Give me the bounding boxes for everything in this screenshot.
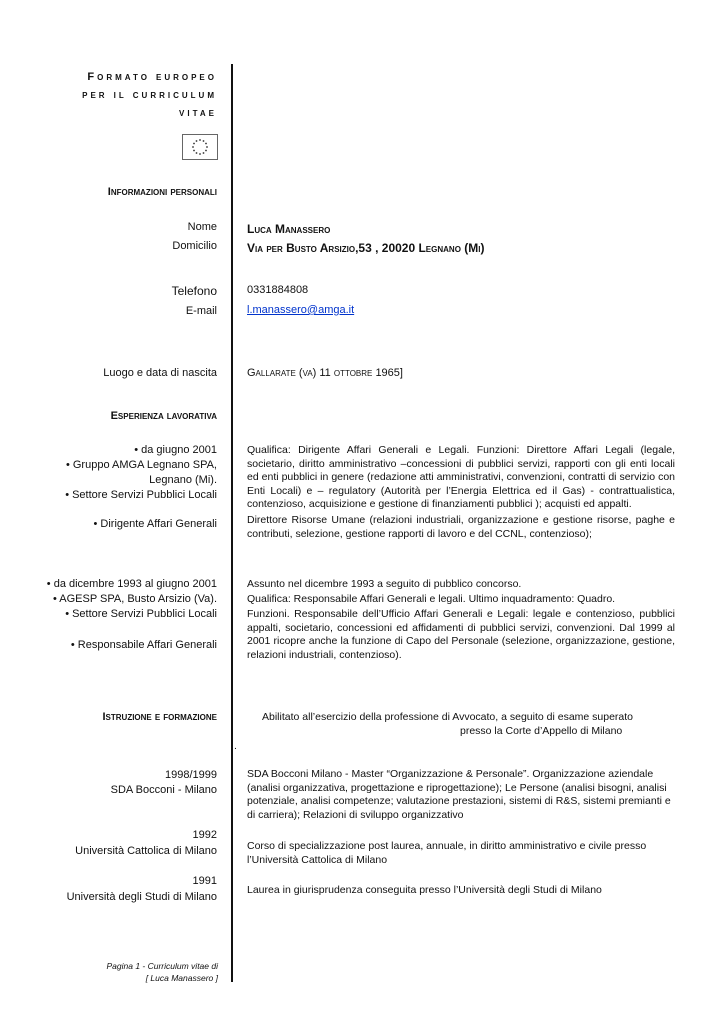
eu-stars-icon (183, 135, 217, 159)
cv-title (17, 68, 217, 122)
job1-description: Qualifica: Dirigente Affari Generali e Legali. Funzioni: Direttore Affari Legali (legale, societario, diritto amministrativo –concessioni di pubblici servizi, rapporti con gli enti locali ed enti pubblici in genere (redazione atti amministrativi, convenzioni, contratti di servizio con Enti Locali) e – regulatory (Autorità per l’Energia Elettrica ed il Gas) - contrattualistica, contenzioso, acquisizione e gestione di finanziamenti pubblici ); acquisti ed appalti. (247, 444, 675, 510)
lawyer-court: presso la Corte d’Appello di Milano (460, 725, 623, 737)
edu3-institution: Università degli Studi di Milano (66, 891, 217, 903)
footer-page: Pagina 1 - Curriculum vitae di (106, 961, 218, 971)
job1-city: Legnano (Mi). (149, 474, 217, 486)
edu2-year: 1992 (192, 829, 217, 841)
address-label: Domicilio (172, 240, 217, 252)
phone-label: Telefono (171, 284, 217, 298)
page-footer (18, 960, 218, 984)
cv-title-line2: per il curriculum (82, 89, 217, 101)
job1-role: • Dirigente Affari Generali (93, 518, 217, 530)
email-label: E-mail (185, 305, 217, 317)
job1-company: • Gruppo AMGA Legnano SPA, (65, 459, 217, 471)
job2-qualification: Qualifica: Responsabile Affari Generali e legali. Ultimo inquadramento: Quadro. (247, 593, 616, 605)
section-education: Istruzione e formazione (102, 711, 217, 723)
job1-details (27, 443, 217, 503)
job2-company: • AGESP SPA, Busto Arsizio (Va). (52, 593, 217, 605)
address-value: Via per Busto Arsizio,53 , 20020 Legnano (Mi) (247, 241, 485, 255)
job1-period: • da giugno 2001 (134, 444, 217, 456)
edu1-institution: SDA Bocconi - Milano (110, 784, 217, 796)
cv-title-line3: vitae (179, 107, 217, 119)
email-link[interactable]: l.manassero@amga.it (247, 304, 355, 316)
job2-details (27, 577, 217, 622)
edu3-description: Laurea in giurisprudenza conseguita presso l’Università degli Studi di Milano (247, 884, 602, 896)
edu3-year: 1991 (192, 875, 217, 887)
edu2-description: Corso di specializzazione post laurea, annuale, in diritto amministrativo e civile presso l’Università Cattolica di Milano (247, 840, 647, 866)
column-divider (231, 64, 233, 982)
job2-hire: Assunto nel dicembre 1993 a seguito di pubblico concorso. (247, 578, 522, 590)
phone-value: 0331884808 (247, 284, 309, 296)
job2-description: Funzioni. Responsabile dell’Ufficio Affari Generali e Legali: legale e contenzioso, pubblici appalti, societario, concessioni ed affidamenti di pubblici servizi, convenzioni. Dal 1999 al 2001 ricopre anche la funzione di Capo del Personale (selezione, organizzazione, gestione, relazioni industriali, contenzioso). (247, 608, 675, 661)
footer-name: [ Luca Manassero ] (145, 973, 218, 983)
lawyer-qualification: Abilitato all’esercizio della professione di Avvocato, a seguito di esame superato (262, 711, 634, 723)
cv-title-line1: Formato europeo (87, 71, 217, 83)
edu1-description: SDA Bocconi Milano - Master “Organizzazione & Personale”. Organizzazione aziendale (analisi organizzativa, progettazione e riprogettazione); Le Persone (analisi bisogni, analisi potenziale, analisi competenze; valutazione prestazioni, sistemi di R&S, sistemi premianti e di carriera); Relazioni di sviluppo organizzativo (247, 768, 671, 821)
edu2-institution: Università Cattolica di Milano (75, 845, 217, 857)
birth-value: Gallarate (va) 11 ottobre 1965] (247, 367, 403, 379)
job1-hr-description: Direttore Risorse Umane (relazioni industriali, organizzazione e gestione risorse, paghe e contributi, selezione, gestione rapporti di lavoro e del CCNL, contenzioso); (247, 514, 675, 540)
section-personal-info: Informazioni personali (107, 186, 217, 198)
name-value: Luca Manassero (247, 222, 331, 236)
job1-sector: • Settore Servizi Pubblici Locali (65, 489, 217, 501)
birth-label: Luogo e data di nascita (103, 367, 217, 379)
job2-period: • da dicembre 1993 al giugno 2001 (46, 578, 217, 590)
job2-sector: • Settore Servizi Pubblici Locali (65, 608, 217, 620)
section-experience: Esperienza lavorativa (110, 410, 217, 422)
name-label: Nome (187, 221, 217, 233)
stray-dot: . (234, 740, 237, 752)
eu-flag-icon (182, 134, 218, 160)
edu1-year: 1998/1999 (165, 769, 217, 781)
job2-role: • Responsabile Affari Generali (70, 639, 217, 651)
